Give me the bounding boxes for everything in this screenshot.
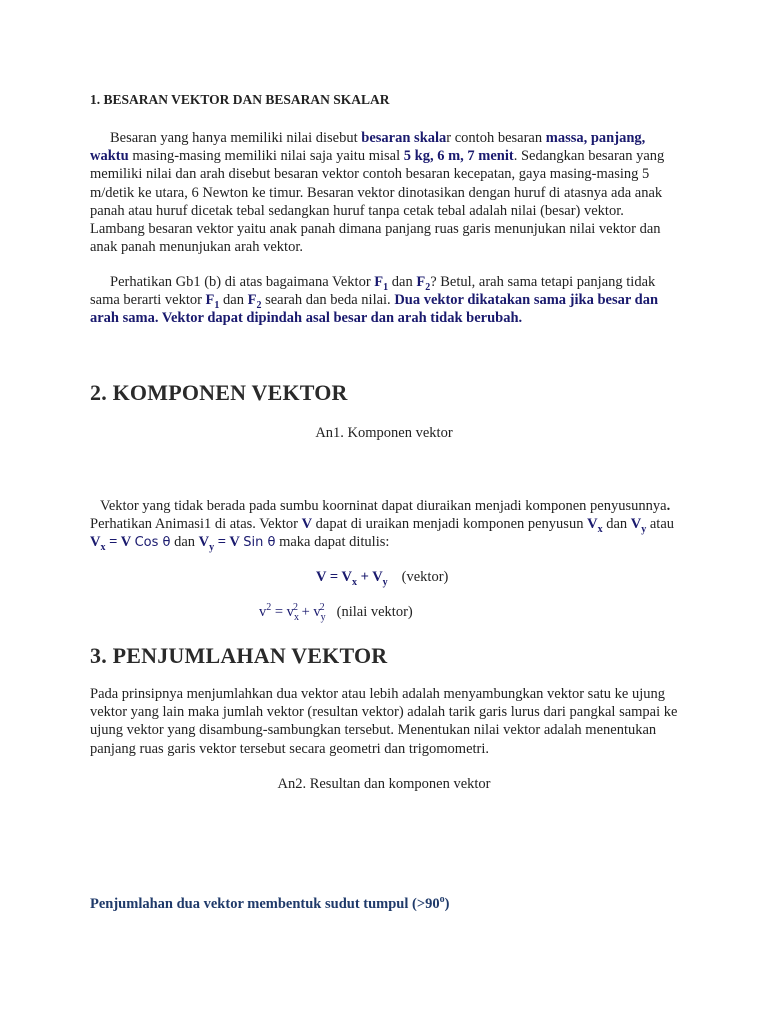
text: dapat di uraikan menjadi komponen penyusun — [312, 516, 588, 533]
vector-f1: $F_1$ — [205, 292, 220, 312]
text: masing-masing memiliki nilai saja yaitu misal — [128, 148, 404, 165]
formula-note: (nilai vektor) — [336, 604, 413, 620]
vector-vy: $V_y$ — [630, 516, 647, 536]
text: dan — [170, 534, 199, 551]
animation-2-caption: An2. Resultan dan komponen vektor — [277, 776, 491, 792]
section-2-paragraph-1 — [90, 497, 680, 553]
text: dan — [388, 274, 417, 290]
vector-v: V — [301, 516, 313, 533]
text: atau — [646, 516, 675, 533]
text: . Sedangkan besaran yang memiliki nilai dan arah disebut besaran vektor contoh besaran kecepatan, gaya masing-masing 5 m/detik ke utara, 6 Newton ke timur. Besaran vektor dinotasikan dengan huruf di atasnya ada anak panah atau huruf dicetak tebal sedangkan huruf tanpa cetak tebal adalah nilai (besar) vektor. Lambang besaran vektor yaitu anak panah dimana panjang ruas garis menunjukan nilai vektor dan anak panah menunjukan arah vektor. — [90, 148, 665, 256]
equation-vx: $V_x = V$ Cos θ — [90, 534, 171, 554]
formula-note: (vektor) — [401, 569, 449, 585]
section-3-paragraph-1: Pada prinsipnya menjumlahkan dua vektor atau lebih adalah menyambungkan vektor satu ke ujung vektor yang lain maka jumlah vektor (resultan vektor) adalah tarik garis lurus dari pangkal sampai ke ujung vektor yang disambung-sambungkan tersebut. Menentukan nilai vektor adalah menentukan panjang ruas garis vektor tersebut secara geometri dan trigomometri. — [90, 686, 678, 757]
section-3-heading: 3. PENJUMLAHAN VEKTOR — [90, 643, 388, 668]
text: Perhatikan Animasi1 di atas. Vektor — [90, 516, 302, 533]
formula-vector-magnitude: $v^2 = v_x^2 + v_y^2$ (nilai vektor) — [259, 602, 413, 623]
text: dan — [219, 292, 248, 309]
vector-f2: $F_2$ — [247, 292, 262, 312]
text: r contoh besaran — [446, 130, 546, 146]
equation-vy: $V_y = V$ Sin θ — [198, 534, 276, 554]
text: ? Betul, arah sama tetapi panjang tidak sama berarti vektor — [90, 274, 656, 309]
emphasis-vector-equality: Dua vektor dikatakan sama jika besar dan arah sama. Vektor dapat dipindah asal besar dan arah tidak berubah. — [90, 292, 659, 327]
animation-1-caption: An1. Komponen vektor — [315, 425, 453, 441]
vector-vx: $V_x$ — [587, 516, 603, 536]
text: Perhatikan Gb1 (b) di atas bagaimana Vektor — [110, 274, 375, 290]
vector-f2: $F_2$ — [416, 274, 431, 293]
text: maka dapat ditulis: — [275, 534, 390, 551]
text: searah dan beda nilai. — [261, 292, 395, 309]
subheading-obtuse-angle-sum: Penjumlahan dua vektor membentuk sudut tumpul $(>90^o)$ — [90, 894, 450, 912]
section-1-paragraph-2 — [90, 273, 680, 328]
section-1-paragraph-1 — [90, 129, 680, 256]
section-2-heading: 2. KOMPONEN VEKTOR — [90, 380, 348, 405]
emphasis-example-values: 5 kg, 6 m, 7 menit — [403, 148, 514, 165]
emphasis-massa-panjang-waktu: massa, panjang, waktu — [90, 130, 646, 165]
vector-f1: $F_1$ — [374, 274, 389, 293]
formula-vector-sum: $V = V_x + V_y$ (vektor) — [316, 569, 449, 588]
text: Vektor yang tidak berada pada sumbu koorninat dapat diuraikan menjadi komponen penyusunnya — [100, 498, 667, 514]
section-1-heading: 1. BESARAN VEKTOR DAN BESARAN SKALAR — [90, 92, 390, 107]
text: Besaran yang hanya memiliki nilai disebut — [110, 130, 362, 146]
text: . — [666, 498, 671, 514]
emphasis-besaran-skalar: besaran skala — [361, 130, 447, 146]
text: dan — [602, 516, 631, 533]
